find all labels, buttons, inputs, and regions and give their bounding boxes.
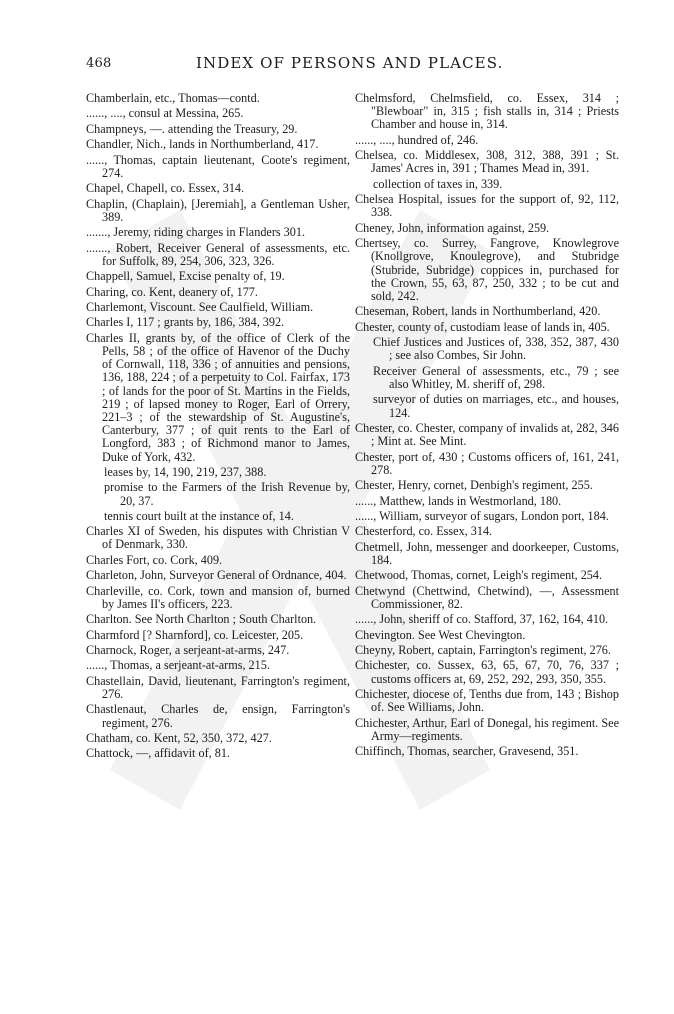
index-entry: Chelsea, co. Middlesex, 308, 312, 388, 391 ; St. James' Acres in, 391 ; Thames Mead in, 391.: [355, 148, 619, 176]
index-entry: Chelsea Hospital, issues for the support of, 92, 112, 338.: [355, 192, 619, 220]
index-entry: ......, ...., consul at Messina, 265.: [86, 106, 244, 121]
index-entry: Charles Fort, co. Cork, 409.: [86, 552, 223, 567]
index-entry: Chichester, co. Sussex, 63, 65, 67, 70, 76, 337 ; customs officers at, 69, 252, 292, 293, 350, 355.: [355, 658, 619, 686]
running-title: INDEX OF PERSONS AND PLACES.: [196, 54, 504, 72]
index-entry: Cheseman, Robert, lands in Northumberland, 420.: [355, 304, 601, 319]
index-entry: Charnock, Roger, a serjeant-at-arms, 247.: [86, 643, 290, 658]
index-entry: Charlemont, Viscount. See Caulfield, William.: [86, 299, 314, 314]
index-entry: Cheyny, Robert, captain, Farrington's regiment, 276.: [355, 643, 611, 658]
index-entry: Charles XI of Sweden, his disputes with Christian V of Denmark, 330.: [86, 524, 350, 552]
index-entry: ......, Matthew, lands in Westmorland, 180.: [355, 493, 562, 508]
index-entry: Chappell, Samuel, Excise penalty of, 19.: [86, 269, 285, 284]
index-entry: Chandler, Nich., lands in Northumberland, 417.: [86, 137, 319, 152]
index-entry: Cheney, John, information against, 259.: [355, 220, 550, 235]
index-entry: Chelmsford, Chelmsfield, co. Essex, 314 ; "Blewboar" in, 315 ; fish stalls in, 314 ; Priests Chamber and house in, 314.: [355, 91, 619, 132]
index-entry: Charleville, co. Cork, town and mansion of, burned by James II's officers, 223.: [86, 583, 350, 611]
index-entry: Chamberlain, etc., Thomas—contd.: [86, 91, 260, 105]
index-entry: Chatham, co. Kent, 52, 350, 372, 427.: [86, 731, 272, 745]
index-entry: Chapel, Chapell, co. Essex, 314.: [86, 181, 245, 196]
left-column: [86, 92, 350, 763]
index-entry: Charmford [? Sharnford], co. Leicester, 205.: [86, 627, 304, 642]
index-entry: Chattock, —, affidavit of, 81.: [86, 746, 230, 761]
index-entry: Chichester, diocese of, Tenths due from, 143 ; Bishop of. See Williams, John.: [355, 687, 619, 715]
index-entry: tennis court built at the instance of, 14.: [104, 508, 294, 523]
index-entry: Chetwood, Thomas, cornet, Leigh's regiment, 254.: [355, 568, 603, 583]
index-entry: collection of taxes in, 339.: [373, 176, 503, 191]
index-entry: leases by, 14, 190, 219, 237, 388.: [104, 464, 267, 479]
index-entry: Chaplin, (Chaplain), [Jeremiah], a Gentleman Usher, 389.: [86, 196, 350, 224]
index-entry: ......, Thomas, a serjeant-at-arms, 215.: [86, 658, 270, 673]
index-entry: Chester, county of, custodiam lease of lands in, 405.: [355, 319, 610, 334]
index-entry: Chetwynd (Chettwind, Chetwind), —, Assessment Commissioner, 82.: [355, 583, 619, 611]
index-entry: ......, ...., hundred of, 246.: [355, 132, 479, 147]
index-entry: Receiver General of assessments, etc., 79 ; see also Whitley, M. sheriff of, 298.: [373, 363, 619, 391]
page-number: 468: [86, 56, 112, 71]
index-entry: ......, William, surveyor of sugars, London port, 184.: [355, 508, 609, 523]
index-entry: Chester, port of, 430 ; Customs officers of, 161, 241, 278.: [355, 449, 619, 477]
index-entry: ......, Thomas, captain lieutenant, Coote's regiment, 274.: [86, 152, 350, 180]
index-entry: Chastlenaut, Charles de, ensign, Farrington's regiment, 276.: [86, 702, 350, 730]
index-entry: Charles I, 117 ; grants by, 186, 384, 392.: [86, 315, 285, 330]
index-entry: Chetmell, John, messenger and doorkeeper, Customs, 184.: [355, 539, 619, 567]
index-entry: ......., Jeremy, riding charges in Flanders 301.: [86, 225, 305, 240]
page-header: [86, 56, 622, 80]
index-entry: Chastellain, David, lieutenant, Farrington's regiment, 276.: [86, 673, 350, 702]
index-entry: Chiffinch, Thomas, searcher, Gravesend, 351.: [355, 744, 579, 759]
index-entry: Chief Justices and Justices of, 338, 352, 387, 430 ; see also Combes, Sir John.: [373, 335, 619, 363]
index-entry: Chesterford, co. Essex, 314.: [355, 524, 493, 539]
right-column: [355, 92, 619, 761]
index-entry: Charles II, grants by, of the office of Clerk of the Pells, 58 ; of the office of Havenor of the Duchy of Cornwall, 118, 336 ; of annuities and pensions, 136, 188, 224 ; of a perpetuity to Col. Fairfax, 173 ; of lands for the poor of St. Martins in the Fields, 219 ; of lapsed money to Roger, Earl of Orrery, 221–3 ; of the stewardship of St. Augustine's, Canterbury, 377 ; of quit rents to the Earl of Longford, 383 ; of Richmond manor to James, Duke of York, 432.: [86, 330, 350, 464]
index-entry: ......., Robert, Receiver General of assessments, etc. for Suffolk, 89, 254, 306, 323, 326.: [86, 240, 350, 268]
index-entry: ......, John, sheriff of co. Stafford, 37, 162, 164, 410.: [355, 612, 609, 627]
index-entry: Chester, Henry, cornet, Denbigh's regiment, 255.: [355, 478, 593, 493]
index-entry: Chichester, Arthur, Earl of Donegal, his regiment. See Army—regiments.: [355, 715, 619, 743]
index-entry: Chester, co. Chester, company of invalids at, 282, 346 ; Mint at. See Mint.: [355, 420, 619, 449]
index-entry: Charlton. See North Charlton ; South Charlton.: [86, 612, 317, 627]
index-entry: Champneys, —. attending the Treasury, 29.: [86, 121, 298, 136]
index-entry: Charleton, John, Surveyor General of Ordnance, 404.: [86, 568, 347, 583]
index-entry: surveyor of duties on marriages, etc., and houses, 124.: [373, 392, 619, 420]
index-entry: Chevington. See West Chevington.: [355, 627, 526, 642]
index-entry: Charing, co. Kent, deanery of, 177.: [86, 284, 258, 299]
index-entry: promise to the Farmers of the Irish Revenue by, 20, 37.: [104, 480, 350, 508]
index-entry: Chertsey, co. Surrey, Fangrove, Knowlegrove (Knollgrove, Knoulegrove), and Stubridge (Stubride, Subridge) coppices in, purchased for the Crown, 55, 63, 87, 250, 332 ; to be cut and sold, 242.: [355, 236, 619, 303]
